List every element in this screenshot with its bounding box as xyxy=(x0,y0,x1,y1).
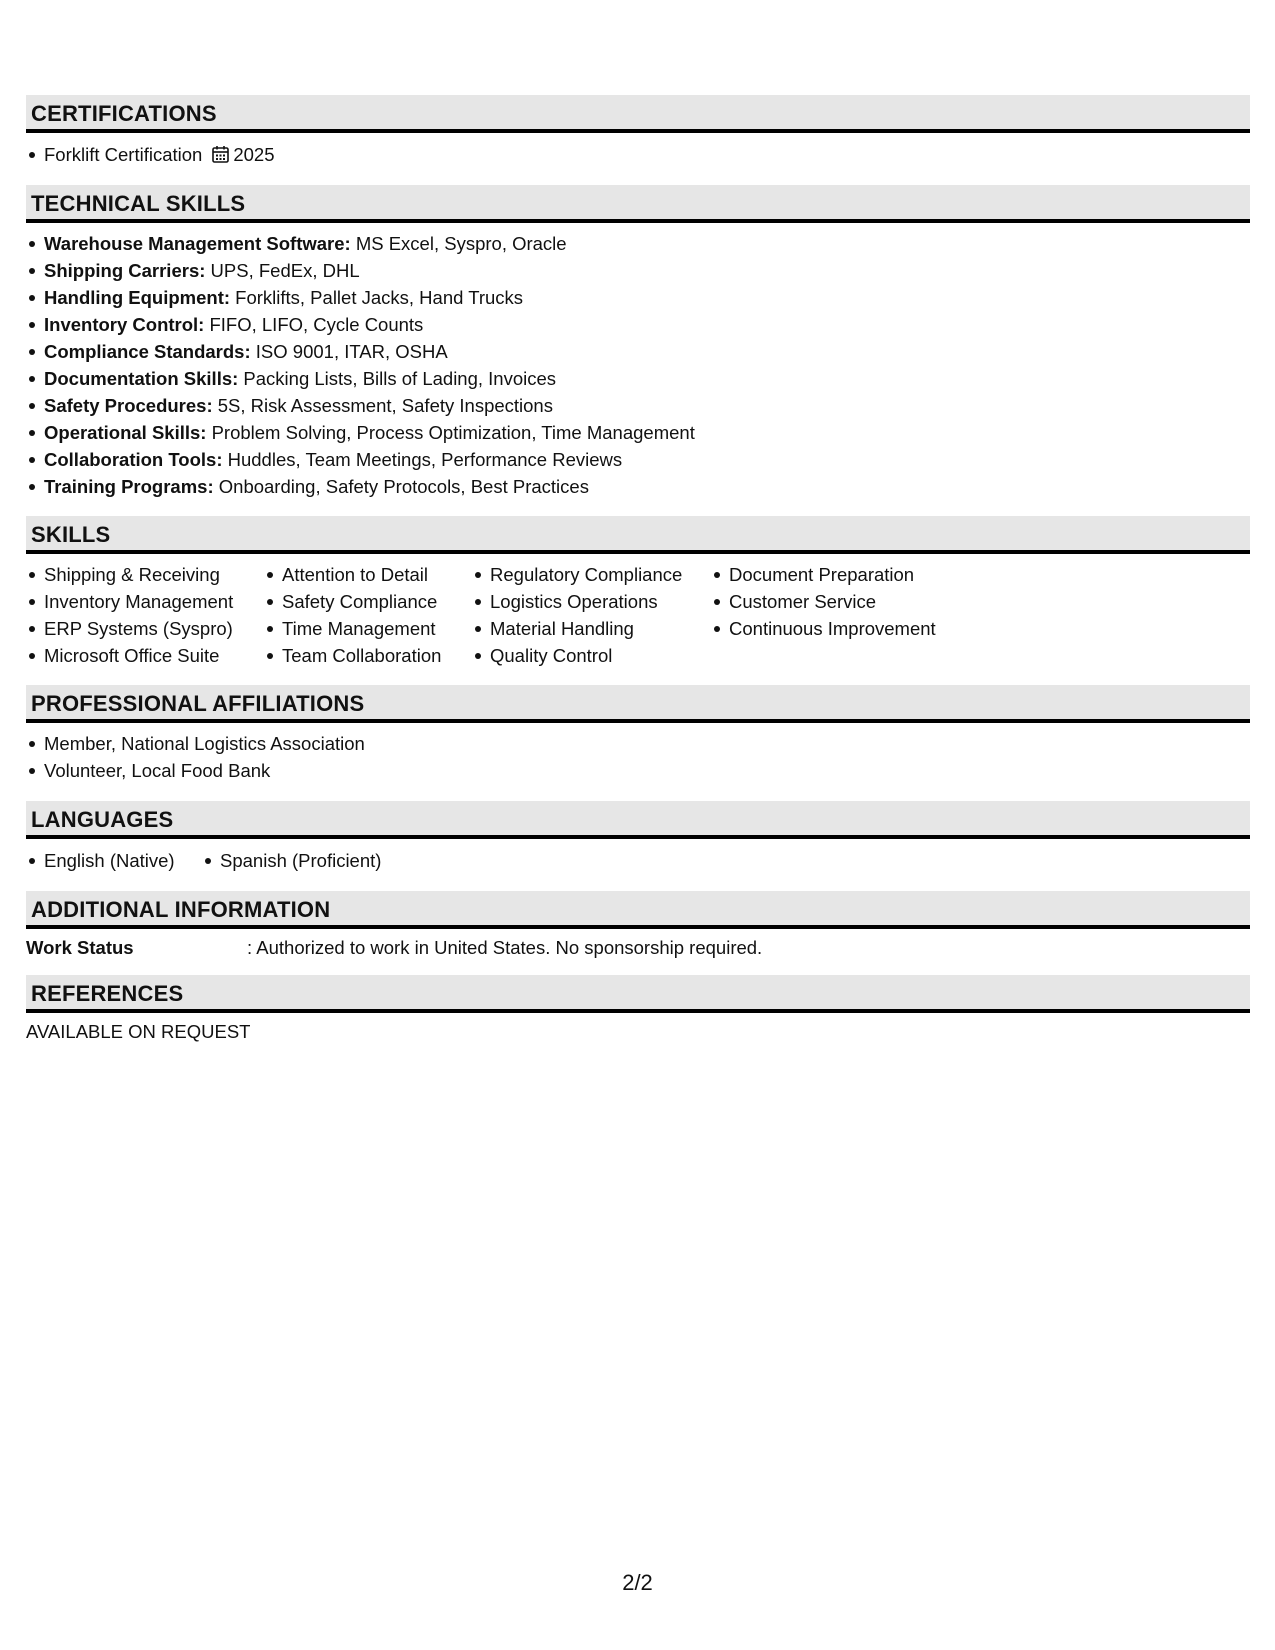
skill-item: Document Preparation xyxy=(711,561,971,588)
affiliation-item: Member, National Logistics Association xyxy=(26,730,1250,757)
skill-item: Logistics Operations xyxy=(472,588,711,615)
skills-column xyxy=(472,561,711,669)
certification-name: Forklift Certification xyxy=(44,144,203,165)
skill-item: Continuous Improvement xyxy=(711,615,971,642)
work-status-row xyxy=(26,934,1250,961)
languages-heading: LANGUAGES xyxy=(26,801,1250,839)
technical-skill-item xyxy=(26,257,1250,284)
technical-skill-value: Problem Solving, Process Optimization, Time Management xyxy=(206,422,695,443)
technical-skill-label: Documentation Skills: xyxy=(44,368,239,389)
skill-item: Inventory Management xyxy=(26,588,264,615)
technical-skill-item xyxy=(26,284,1250,311)
skill-item: Material Handling xyxy=(472,615,711,642)
skill-item: Regulatory Compliance xyxy=(472,561,711,588)
language-item: Spanish (Proficient) xyxy=(202,847,381,874)
page-number: 2/2 xyxy=(622,1570,653,1595)
references-heading: REFERENCES xyxy=(26,975,1250,1013)
technical-skill-item xyxy=(26,419,1250,446)
technical-skill-label: Compliance Standards: xyxy=(44,341,251,362)
technical-skill-label: Operational Skills: xyxy=(44,422,207,443)
work-status-value: : Authorized to work in United States. No sponsorship required. xyxy=(247,937,763,958)
technical-skill-label: Warehouse Management Software: xyxy=(44,233,351,254)
skills-column xyxy=(264,561,472,669)
technical-skill-value: UPS, FedEx, DHL xyxy=(205,260,360,281)
skills-heading: SKILLS xyxy=(26,516,1250,554)
technical-skill-value: ISO 9001, ITAR, OSHA xyxy=(250,341,448,362)
skills-column xyxy=(26,561,264,669)
languages-list xyxy=(26,847,1250,874)
technical-skill-item xyxy=(26,338,1250,365)
additional-info-heading: ADDITIONAL INFORMATION xyxy=(26,891,1250,929)
calendar-icon xyxy=(212,143,229,170)
skill-item: Customer Service xyxy=(711,588,971,615)
resume-page xyxy=(26,95,1250,1043)
technical-skill-value: Forklifts, Pallet Jacks, Hand Trucks xyxy=(230,287,524,308)
skill-item: Time Management xyxy=(264,615,472,642)
affiliations-heading: PROFESSIONAL AFFILIATIONS xyxy=(26,685,1250,723)
skills-grid xyxy=(26,561,1250,669)
technical-skill-label: Collaboration Tools: xyxy=(44,449,223,470)
technical-skill-value: Packing Lists, Bills of Lading, Invoices xyxy=(238,368,557,389)
references-text: AVAILABLE ON REQUEST xyxy=(26,1021,251,1042)
skill-item: Attention to Detail xyxy=(264,561,472,588)
technical-skill-value: Onboarding, Safety Protocols, Best Practices xyxy=(213,476,589,497)
technical-skills-list xyxy=(26,230,1250,500)
technical-skill-item xyxy=(26,311,1250,338)
technical-skill-value: 5S, Risk Assessment, Safety Inspections xyxy=(212,395,553,416)
certification-year: 2025 xyxy=(233,144,275,165)
technical-skill-label: Inventory Control: xyxy=(44,314,205,335)
technical-skill-item xyxy=(26,365,1250,392)
skill-item: Microsoft Office Suite xyxy=(26,642,264,669)
certification-item xyxy=(26,141,1250,168)
technical-skill-item xyxy=(26,392,1250,419)
technical-skill-label: Shipping Carriers: xyxy=(44,260,206,281)
technical-skill-item xyxy=(26,230,1250,257)
technical-skill-value: Huddles, Team Meetings, Performance Reviews xyxy=(222,449,623,470)
skill-item: Shipping & Receiving xyxy=(26,561,264,588)
skill-item: Safety Compliance xyxy=(264,588,472,615)
technical-skill-value: FIFO, LIFO, Cycle Counts xyxy=(204,314,424,335)
technical-skill-item xyxy=(26,473,1250,500)
technical-skill-label: Training Programs: xyxy=(44,476,214,497)
affiliation-item: Volunteer, Local Food Bank xyxy=(26,757,1250,784)
technical-skill-label: Handling Equipment: xyxy=(44,287,231,308)
technical-skill-label: Safety Procedures: xyxy=(44,395,213,416)
work-status-label: Work Status xyxy=(26,937,134,958)
affiliations-list xyxy=(26,730,1250,784)
technical-skill-value: MS Excel, Syspro, Oracle xyxy=(350,233,567,254)
skill-item: Team Collaboration xyxy=(264,642,472,669)
technical-skills-heading: TECHNICAL SKILLS xyxy=(26,185,1250,223)
technical-skill-item xyxy=(26,446,1250,473)
skill-item: ERP Systems (Syspro) xyxy=(26,615,264,642)
skills-column xyxy=(711,561,971,669)
skill-item: Quality Control xyxy=(472,642,711,669)
certifications-heading: CERTIFICATIONS xyxy=(26,95,1250,133)
certifications-list xyxy=(26,141,1250,168)
language-item: English (Native) xyxy=(26,847,202,874)
